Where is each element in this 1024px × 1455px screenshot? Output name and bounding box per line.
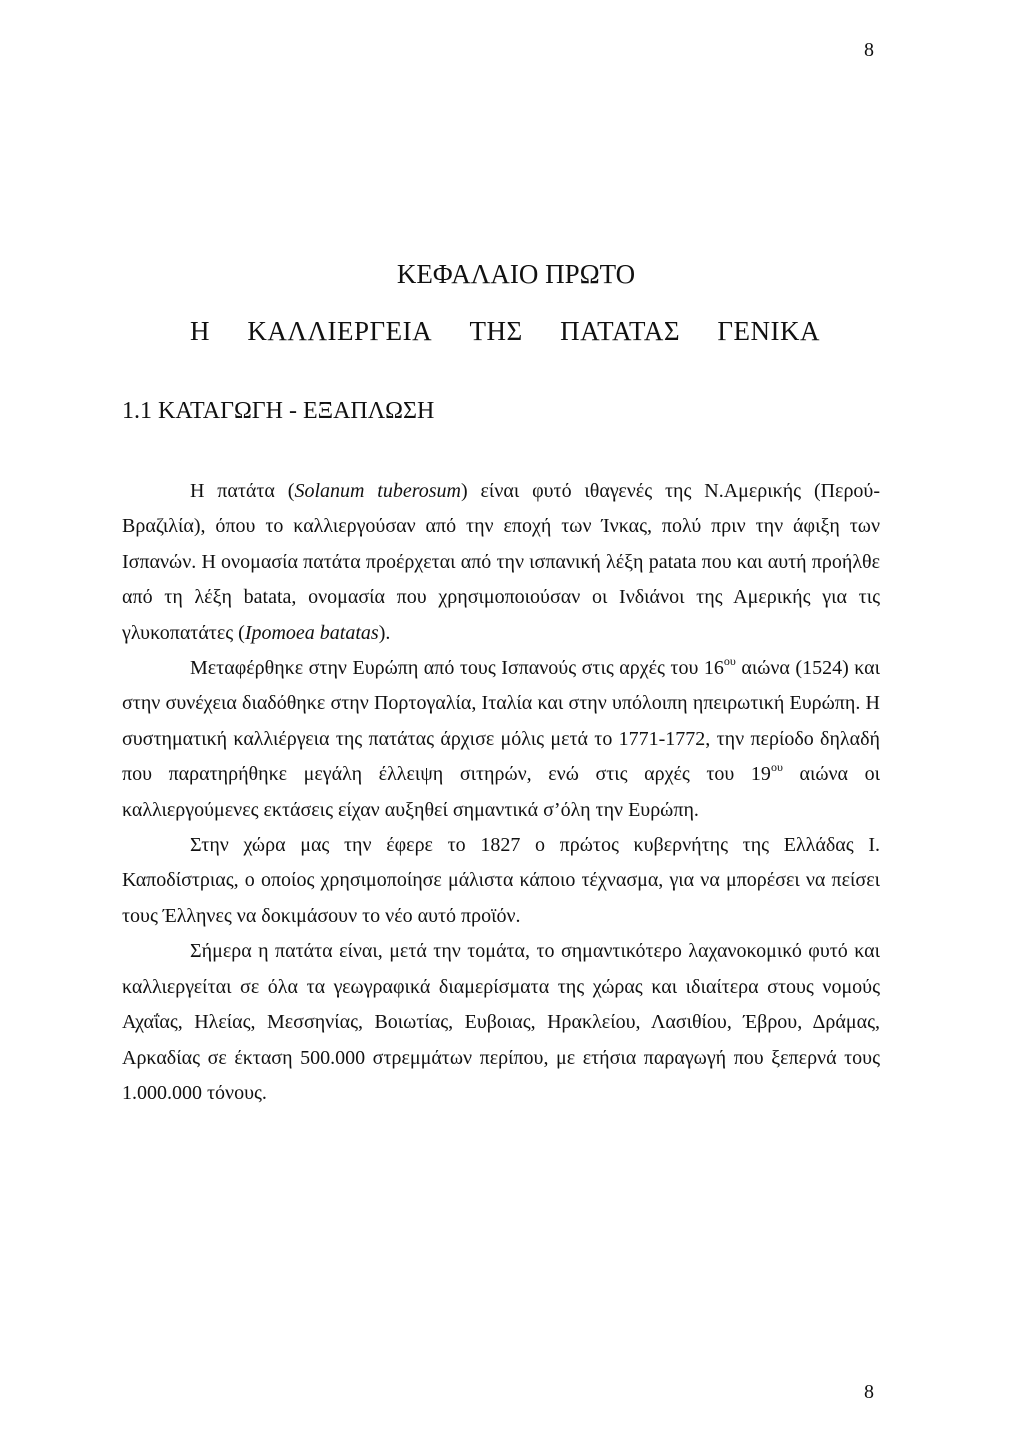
chapter-title-word: ΚΑΛΛΙΕΡΓΕΙΑ — [247, 316, 433, 346]
page-number-bottom: 8 — [864, 1381, 874, 1403]
section-title: 1.1 ΚΑΤΑΓΩΓΗ - ΕΞΑΠΛΩΣΗ — [122, 398, 435, 424]
text-run: ) είναι φυτό ιθαγενές της Ν.Αμερικής (Περού-Βραζιλία), όπου το καλλιεργούσαν από την εποχή των Ίνκας, πολύ πριν την άφιξη των Ισπανών. Η ονομασία πατάτα προέρχεται από την ισπανική λέξη patata που και αυτή προήλθε από τη λέξη batata, ονομασία που χρησιμοποιούσαν οι Ινδιάνοι της Αμερικής για τις γλυκοπατάτες ( — [122, 480, 880, 644]
paragraph-origin — [122, 474, 880, 651]
text-run: Μεταφέρθηκε στην Ευρώπη από τους Ισπανούς στις αρχές του 16 — [190, 657, 724, 680]
chapter-title-word: ΠΑΤΑΤΑΣ — [560, 316, 681, 346]
text-run: αιώνα (1524) και στην συνέχεια διαδόθηκε στην Πορτογαλία, Ιταλία και στην υπόλοιπη ηπειρωτική Ευρώπη. Η συστηματική καλλιέργεια της πατάτας άρχισε μόλις μετά το 1771-1772, την περίοδο δηλαδή που παρατηρήθηκε μεγάλη έλλειψη σιτηρών, ενώ στις αρχές του 19 — [122, 657, 880, 786]
paragraph-today: Σήμερα η πατάτα είναι, μετά την τομάτα, το σημαντικότερο λαχανοκομικό φυτό και καλλιεργείται σε όλα τα γεωγραφικά διαμερίσματα της χώρας και ιδιαίτερα στους νομούς Αχαΐας, Ηλείας, Μεσσηνίας, Βοιωτίας, Ευβοιας, Ηρακλείου, Λασιθίου, Έβρου, Δράμας, Αρκαδίας σε έκταση 500.000 στρεμμάτων περίπου, με ετήσια παραγωγή που ξεπερνά τους 1.000.000 τόνους. — [122, 940, 880, 1104]
paragraph-greece: Στην χώρα μας την έφερε το 1827 ο πρώτος κυβερνήτης της Ελλάδας Ι. Καποδίστριας, ο οποίος χρησιμοποίησε μάλιστα κάποιο τέχνασμα, για να μπορέσει να πείσει τους Έλληνες να δοκιμάσουν το νέο αυτό προϊόν. — [122, 834, 880, 927]
chapter-title-word: ΓΕΝΙΚΑ — [717, 316, 820, 346]
paragraph-spread-europe — [122, 651, 880, 828]
ordinal-superscript: ου — [770, 760, 783, 775]
chapter-label: ΚΕΦΑΛΑΙΟ ΠΡΩΤΟ — [396, 259, 636, 289]
page-number-top: 8 — [864, 39, 874, 61]
latin-name: Solanum tuberosum — [294, 480, 462, 502]
chapter-title-word: ΤΗΣ — [469, 316, 523, 346]
chapter-title-word: Η — [190, 316, 210, 346]
text-run: ). — [378, 621, 391, 644]
text-run: Η πατάτα ( — [190, 480, 295, 502]
chapter-title — [190, 316, 820, 347]
latin-name: Ipomoea batatas — [244, 621, 379, 644]
ordinal-superscript: ου — [723, 654, 736, 669]
text-run: αιώνα οι καλλιεργούμενες εκτάσεις είχαν αυξηθεί σημαντικά σ’όλη την Ευρώπη. — [122, 763, 880, 821]
body-text — [122, 474, 880, 1111]
